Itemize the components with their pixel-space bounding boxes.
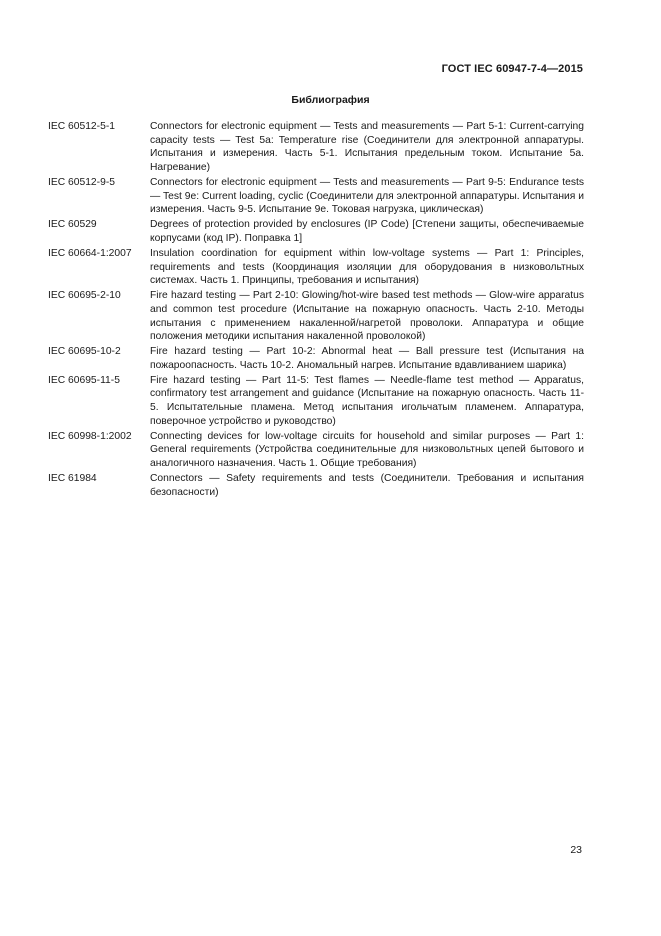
entry-code: IEC 60529 (48, 219, 97, 231)
bibliography-entry (48, 345, 584, 372)
entry-code: IEC 60512-9-5 (48, 177, 115, 188)
entry-text: Degrees of protection provided by enclosures (IP Code) [Степени защиты, обеспечиваемые корпусами (код IP). Поправка 1] (150, 219, 584, 244)
bibliography-entry (48, 247, 584, 288)
entry-code: IEC 60695-2-10 (48, 290, 121, 302)
entry-code: IEC 60695-11-5 (48, 374, 120, 386)
bibliography-entry (48, 218, 584, 245)
entry-code: IEC 60998-1:2002 (48, 430, 132, 442)
entry-text: Fire hazard testing — Part 11-5: Test flames — Needle-flame test method — Apparatus, confirmatory test arrangement and guidance (Испытание на пожарную опасность. Часть 11-5. Испытательные пламена. Метод испытания игольчатым пламенем. Аппаратура, поверочное устройство и руководство) (150, 374, 584, 427)
bibliography-entry (48, 374, 584, 429)
bibliography-list (48, 120, 584, 501)
bibliography-entry (48, 430, 584, 471)
entry-text: Fire hazard testing — Part 10-2: Abnormal heat — Ball pressure test (Испытания на пожароопасность. Часть 10-2. Аномальный нагрев. Испытание вдавливанием шарика) (150, 346, 584, 371)
entry-code: IEC 60664-1:2007 (48, 247, 132, 259)
entry-text: Fire hazard testing — Part 2-10: Glowing/hot-wire based test methods — Glow-wire apparatus and common test procedure (Испытание на пожарную опасность. Часть 2-10. Методы испытания с применением накаленной/нагретой проволоки. Аппаратура и общие положения методики испытания накаленной проволокой) (150, 290, 584, 343)
entry-text: Connecting devices for low-voltage circuits for household and similar purposes — Part 1: General requirements (Устройства соединительные для низковольтных цепей бытового и аналогичного назначения. Часть 1. Общие требования) (150, 430, 584, 470)
entry-text: Connectors for electronic equipment — Tests and measurements — Part 5-1: Current-carrying capacity tests — Test 5a: Temperature rise (Соединители для электронной аппаратуры. Испытания и измерения. Часть 5-1. Испытания предельным током. Испытание 5a. Нагревание) (150, 121, 584, 174)
entry-text: Insulation coordination for equipment within low-voltage systems — Part 1: Principles, requirements and tests (Координация изоляции для оборудования в низковольтных системах. Часть 1. Принципы, требования и испытания) (150, 247, 584, 287)
bibliography-entry (48, 176, 584, 217)
page-number: 23 (570, 844, 582, 856)
entry-text: Connectors for electronic equipment — Tests and measurements — Part 9-5: Endurance tests — Test 9e: Current loading, cyclic (Соединители для электронной аппаратуры. Испытания и измерения. Часть 9-5. Испытание 9e. Токовая нагрузка, циклическая) (150, 177, 584, 216)
entry-code: IEC 60695-10-2 (48, 346, 121, 358)
bibliography-entry (48, 472, 584, 499)
page-title: Библиография (291, 94, 370, 106)
bibliography-entry (48, 120, 584, 175)
entry-code: IEC 61984 (48, 473, 97, 485)
bibliography-entry (48, 289, 584, 344)
standard-header: ГОСТ IEC 60947-7-4—2015 (441, 63, 583, 75)
entry-code: IEC 60512-5-1 (48, 121, 115, 132)
entry-text: Connectors — Safety requirements and tests (Соединители. Требования и испытания безопасности) (150, 473, 584, 498)
